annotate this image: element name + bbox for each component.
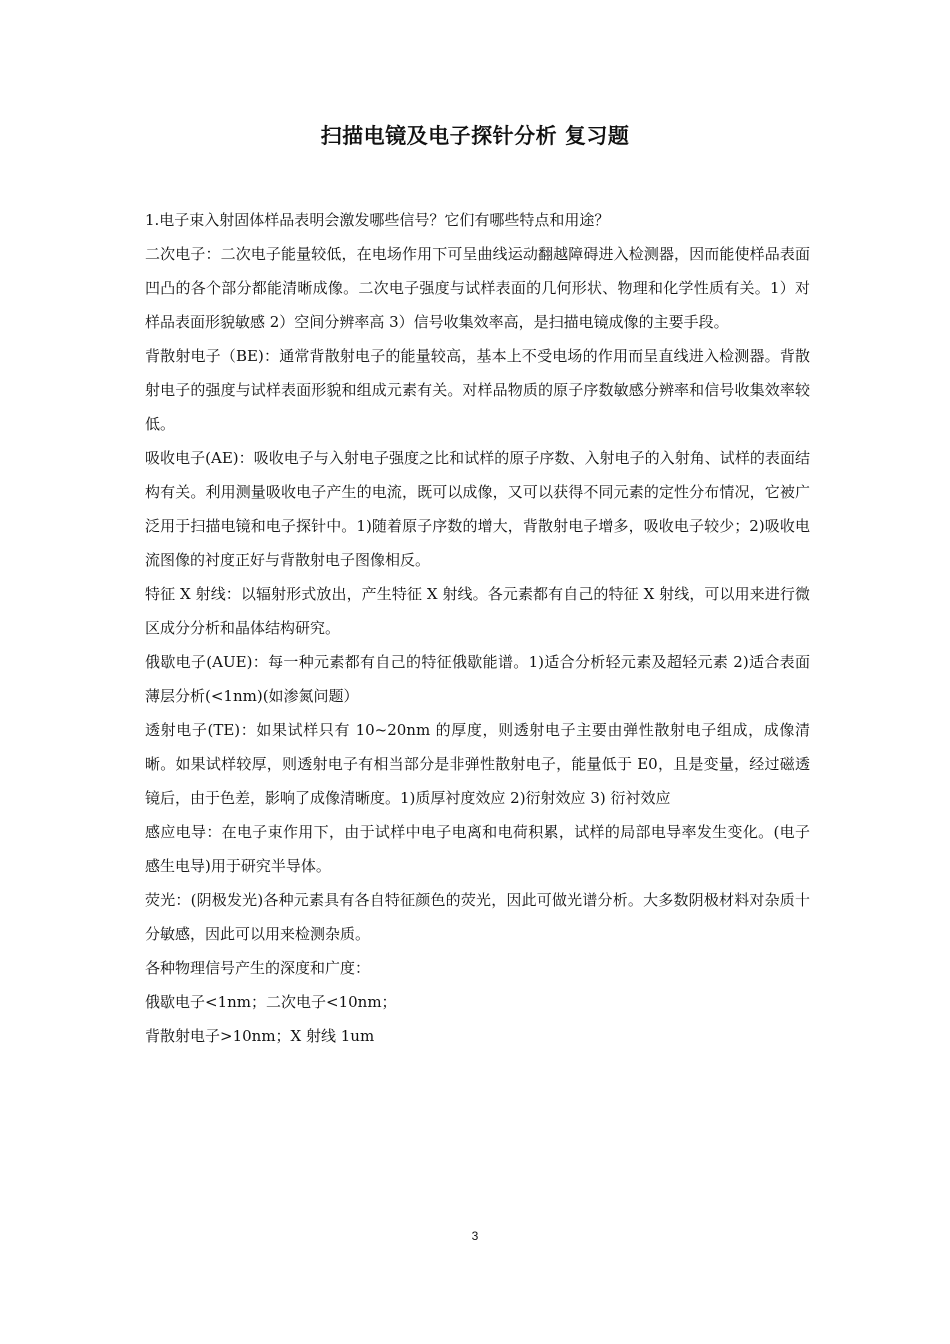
paragraph-secondary-electron: 二次电子：二次电子能量较低，在电场作用下可呈曲线运动翻越障碍进入检测器，因而能使样品表面凹凸的各个部分都能清晰成像。二次电子强度与试样表面的几何形状、物理和化学性质有关。1）对样品表面形貌敏感 2）空间分辨率高 3）信号收集效率高，是扫描电镜成像的主要手段。	[145, 245, 810, 331]
question-heading: 1.电子束入射固体样品表明会激发哪些信号？它们有哪些特点和用途？	[145, 211, 610, 229]
page-number: 3	[471, 1229, 479, 1243]
paragraph-cathodoluminescence: 荧光：(阴极发光)各种元素具有各自特征颜色的荧光，因此可做光谱分析。大多数阴极材料对杂质十分敏感，因此可以用来检测杂质。	[145, 891, 810, 943]
paragraph-auger-electron: 俄歇电子(AUE)：每一种元素都有自己的特征俄歇能谱。1)适合分析轻元素及超轻元素 2)适合表面薄层分析(<1nm)(如渗氮问题）	[145, 653, 810, 705]
paragraph-transmitted-electron: 透射电子(TE)：如果试样只有 10~20nm 的厚度，则透射电子主要由弹性散射电子组成，成像清晰。如果试样较厚，则透射电子有相当部分是非弹性散射电子，能量低于 E0，且是变量，经过磁透镜后，由于色差，影响了成像清晰度。1)质厚衬度效应 2)衍射效应 3) 衍衬效应	[145, 721, 810, 807]
paragraph-absorbed-electron: 吸收电子(AE)：吸收电子与入射电子强度之比和试样的原子序数、入射电子的入射角、试样的表面结构有关。利用测量吸收电子产生的电流，既可以成像，又可以获得不同元素的定性分布情况，它被广泛用于扫描电镜和电子探针中。1)随着原子序数的增大，背散射电子增多，吸收电子较少；2)吸收电流图像的衬度正好与背散射电子图像相反。	[145, 449, 810, 569]
paragraph-characteristic-xray: 特征 X 射线：以辐射形式放出，产生特征 X 射线。各元素都有自己的特征 X 射线，可以用来进行微区成分分析和晶体结构研究。	[145, 585, 810, 637]
document-body	[145, 203, 810, 1053]
paragraph-signal-depth-heading: 各种物理信号产生的深度和广度：	[145, 959, 371, 977]
paragraph-backscattered-electron: 背散射电子（BE)：通常背散射电子的能量较高，基本上不受电场的作用而呈直线进入检测器。背散射电子的强度与试样表面形貌和组成元素有关。对样品物质的原子序数敏感分辨率和信号收集效率较低。	[145, 347, 810, 433]
page-title: 扫描电镜及电子探针分析 复习题	[320, 123, 630, 148]
paragraph-induced-conductivity: 感应电导：在电子束作用下，由于试样中电子电离和电荷积累，试样的局部电导率发生变化。(电子感生电导)用于研究半导体。	[145, 823, 810, 875]
paragraph-signal-depth-line-1: 俄歇电子<1nm；二次电子<10nm；	[145, 993, 397, 1011]
paragraph-signal-depth-line-2: 背散射电子>10nm；X 射线 1um	[145, 1027, 375, 1045]
